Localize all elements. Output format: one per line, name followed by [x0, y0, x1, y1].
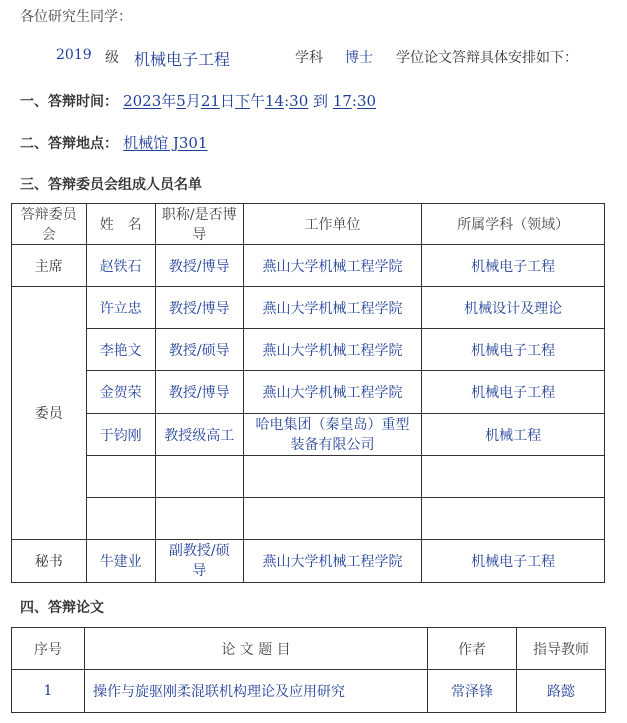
- member-unit: 哈电集团（秦皇岛）重型装备有限公司: [243, 414, 422, 456]
- member-title: 教授/博导: [155, 287, 243, 329]
- defense-year: 2023: [123, 92, 162, 110]
- member-name: 于钧刚: [86, 414, 155, 456]
- role-member: 委员: [12, 287, 87, 540]
- member-title: 副教授/硕导: [155, 540, 243, 583]
- paper-advisor: 路懿: [517, 670, 606, 713]
- member-field: 机械电子工程: [422, 540, 605, 583]
- header-paper-title: 论 文 题 目: [85, 628, 428, 670]
- member-field: 机械电子工程: [422, 371, 605, 414]
- committee-table: [11, 203, 605, 583]
- role-chair: 主席: [12, 245, 87, 287]
- member-unit: 燕山大学机械工程学院: [243, 245, 422, 287]
- defense-start-minute: 30: [289, 92, 309, 110]
- table-row: [12, 670, 606, 713]
- defense-year-unit: 年: [161, 92, 177, 110]
- table-row: [12, 287, 605, 329]
- member-name: 金贺荣: [86, 371, 155, 414]
- member-unit: 燕山大学机械工程学院: [243, 371, 422, 414]
- member-name: 牛建业: [86, 540, 155, 583]
- table-row-empty: [12, 456, 605, 498]
- paper-title: 操作与旋驱刚柔混联机构理论及应用研究: [85, 670, 428, 713]
- header-committee: 答辩委员会: [12, 204, 87, 245]
- header-name: 姓 名: [86, 204, 155, 245]
- member-name: 许立忠: [86, 287, 155, 329]
- member-title: 教授/博导: [155, 371, 243, 414]
- paper-section-title: 四、答辩论文: [20, 600, 104, 616]
- defense-day-unit: 日: [219, 92, 235, 110]
- greeting: 各位研究生同学：: [20, 9, 132, 25]
- paper-author: 常泽锋: [428, 670, 517, 713]
- table-row: [12, 245, 605, 287]
- paper-no: 1: [12, 670, 85, 713]
- defense-day: 21: [200, 92, 220, 110]
- defense-colon: :: [284, 92, 290, 110]
- header-title: 职称/是否博导: [155, 204, 243, 245]
- member-unit: 燕山大学机械工程学院: [243, 287, 422, 329]
- defense-ampm-unit: 午: [249, 92, 265, 110]
- defense-end-minute: 30: [356, 92, 377, 110]
- defense-month: 5: [176, 92, 186, 110]
- intro-subject-label: 学科: [295, 50, 323, 66]
- member-name: 赵铁石: [86, 245, 155, 287]
- table-row: [12, 329, 605, 371]
- intro-tail: 学位论文答辩具体安排如下：: [396, 50, 578, 66]
- header-advisor: 指导教师: [517, 628, 606, 670]
- header-field: 所属学科（领域）: [422, 204, 605, 245]
- defense-place-value: 机械馆 J301: [123, 134, 208, 152]
- defense-time-line: [20, 90, 376, 111]
- defense-month-unit: 月: [185, 92, 201, 110]
- defense-colon-2: :: [351, 92, 357, 110]
- header-author: 作者: [428, 628, 517, 670]
- paper-table: [11, 627, 606, 713]
- role-secretary: 秘书: [12, 540, 87, 583]
- defense-place-label: 二、答辩地点：: [20, 136, 118, 152]
- member-unit: 燕山大学机械工程学院: [243, 540, 422, 583]
- defense-to: 到: [313, 92, 329, 110]
- header-no: 序号: [12, 628, 85, 670]
- defense-place-line: [20, 132, 208, 153]
- intro-grade-label: 级: [105, 50, 119, 66]
- defense-end-hour: 17: [332, 92, 352, 110]
- member-title: 教授/硕导: [155, 329, 243, 371]
- committee-section-title: 三、答辩委员会组成人员名单: [20, 177, 202, 193]
- defense-time-label: 一、答辩时间：: [20, 94, 118, 110]
- table-row-empty: [12, 498, 605, 540]
- intro-year: 2019: [56, 47, 92, 63]
- defense-ampm: 下: [234, 92, 250, 110]
- defense-start-hour: 14: [265, 92, 285, 110]
- intro-major: 机械电子工程: [134, 50, 231, 69]
- intro-degree: 博士: [345, 50, 373, 66]
- table-row: [12, 371, 605, 414]
- member-title: 教授级高工: [155, 414, 243, 456]
- member-name: 李艳文: [86, 329, 155, 371]
- table-row: [12, 414, 605, 456]
- member-field: 机械电子工程: [422, 245, 605, 287]
- header-unit: 工作单位: [243, 204, 422, 245]
- member-title: 教授/博导: [155, 245, 243, 287]
- member-field: 机械电子工程: [422, 329, 605, 371]
- member-unit: 燕山大学机械工程学院: [243, 329, 422, 371]
- member-field: 机械工程: [422, 414, 605, 456]
- member-field: 机械设计及理论: [422, 287, 605, 329]
- table-row: [12, 540, 605, 583]
